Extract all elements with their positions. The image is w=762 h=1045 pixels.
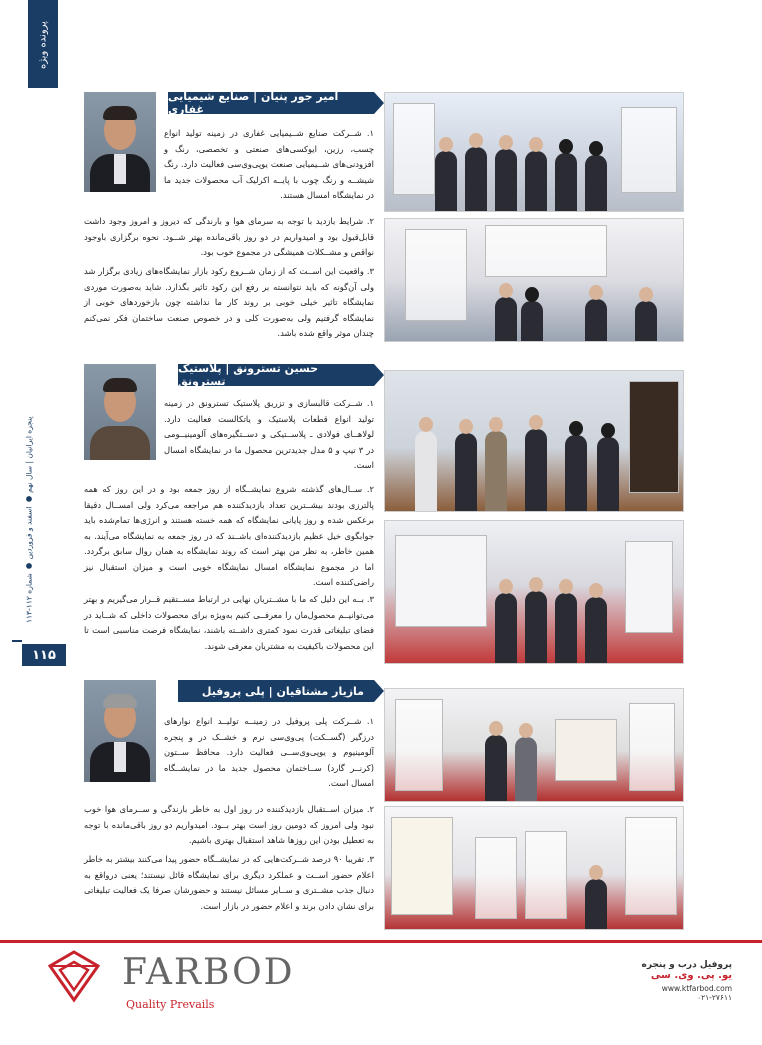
- booth-photo: [384, 370, 684, 512]
- ad-phone: ۰۲۱-۲۷۶۱۱: [697, 993, 732, 1002]
- answer-paragraph: ۲. شرایط بازدید با توجه به سرمای هوا و بارندگی که دیروز و امروز وجود داشت قابل‌قبول بود و امیدواریم در دو روز باقی‌مانده بهتر شــود. نحوه برگزاری باوجود نواقص و مشــکلات همیشگی در مجموع خوب بود.: [84, 216, 374, 257]
- answer-paragraph: ۳. واقعیت این اســت که از زمان شــروع رکود بازار نمایشگاه‌های زیادی برگزار شد ولی آن‌گونه که باید نتوانسته بر رفع این رکود تاثیر بگذارد. شاید به‌صورت موردی نمایشگاه تاثیر خیلی خوبی بر روند کار ما نداشته چون بازخوردهای خوبی از نمایشگاه گرفتیم ولی به‌صورت کلی و در خصوص صنعت ساختمان فکر نمی‌کنم چندان موثر واقع شده باشد.: [84, 266, 374, 338]
- interview-section-1: [84, 92, 682, 340]
- interviewee-portrait: [84, 92, 156, 192]
- answer-paragraph: ۱. شــرکت صنایع شــیمیایی غفاری در زمینه تولید انواع چسب، رزین، ایوکسی‌های صنعتی و تخصصی، رنگ و افزودنی‌های شــیمیایی صنعت یوپی‌وی‌سی فعالیت دارد. رنگ شیشــه و رنگ چوب با پایــه اکرلیک آب محصولات جدید ما در نمایشگاه امسال هستند.: [164, 128, 374, 200]
- page-number-rule: [12, 640, 22, 642]
- booth-photo: [384, 806, 684, 930]
- ad-contact-block: [602, 960, 732, 1002]
- booth-photo: [384, 218, 684, 342]
- footer-divider: [0, 940, 762, 943]
- answer-paragraph: ۲. ســال‌های گذشته شروع نمایشــگاه از روز جمعه بود و در این روز که همه پالترزی بودند بیشــترین تعداد بازدیدکننده هم مراجعه می‌کرد ولی امســال دقیقا برعکس شده و روز پایانی نمایشگاه که همه خسته هستند و انرژی‌ها تمام‌شده باید جوابگوی خیل عظیم بازدیدکننده‌ای باشــند که در روز جمعه به نمایشگاه می‌آیند. به همین خاطر، به نظر من بهتر است که روند نمایشگاه به همان روال سابق برگردد. اما در مجموع نمایشگاه امسال نمایشگاه خوبی است و میزان استقبال نیز راضی‌کننده است.: [84, 484, 374, 587]
- ad-product-type: یو. پی. وی. سی: [650, 970, 732, 981]
- interviewee-title: مازیار مشتاقیان | پلی پروفیل: [178, 680, 374, 702]
- ad-product-line: پروفیل درب و پنجره: [641, 960, 732, 970]
- page-number: ۱۱۵: [22, 644, 66, 666]
- answer-paragraph: ۱. شــرکت قالبسازی و تزریق پلاستیک تسترونق در زمینه تولید انواع قطعات پلاستیک و یاتکالست فعالیت دارد. لولاهــای فولادی ـ پلاســتیکی و دســتگیره‌های آلومینیــومی در ۳ تیپ و ۵ مدل جدیدترین محصول ما در نمایشگاه امسال است.: [164, 398, 375, 470]
- magazine-issue-strip: پنجره ایرانیان | سال نهم ● اسفند و فروردین ● شماره ۱۱۲-۱۱۳: [24, 416, 34, 624]
- brand-tagline: Quality Prevails: [126, 998, 215, 1011]
- answer-paragraph: ۱. شــرکت پلی پروفیل در زمینــه تولیــد انواع نوارهای درزگیر (گســکت) پی‌وی‌سی نرم و خشــک در و پنجره آلومینیوم و یوپی‌وی‌ســی فعالیت دارد. محافظ ســتون (کرنــر گارد) ســاختمان محصول جدید ما در نمایشــگاه امسال است.: [164, 716, 374, 788]
- booth-photo: [384, 520, 684, 664]
- interview-section-3: [84, 680, 682, 928]
- ad-website[interactable]: www.ktfarbod.com: [661, 984, 732, 993]
- answer-paragraph: ۳. بــه این دلیل که ما با مشــتریان نهایی در ارتباط مســتقیم قــرار می‌گیریم و بهتر می‌توانیــم محصول‌مان را معرفــی کنیم به‌ویژه برای محصولات داخلی که شــاید در فضای تبلیغاتی قدرت نمود کمتری داشــته باشند، نمایشگاه فرصت مناسبی است تا این محصولات باکیفیت به مشتریان معرفی شوند.: [84, 594, 374, 651]
- interviewee-title: حسین تسترونق | پلاستیک تسترونق: [178, 364, 374, 386]
- interviewee-portrait: [84, 364, 156, 460]
- booth-photo: [384, 688, 684, 802]
- interview-text: [84, 364, 374, 662]
- answer-paragraph: ۲. میزان اســتقبال بازدیدکننده در روز اول به خاطر بارندگی و ســرمای هوا خوب نبود ولی امروز که دومین روز است بهتر بــود. امیدواریم دو روز باقی‌مانده با توجه به تعطیل بودن این روزها شاهد استقبال بهتری باشیم.: [84, 804, 374, 845]
- photo-column: [384, 364, 682, 662]
- brand-wordmark: FARBOD: [122, 952, 295, 993]
- answer-paragraph: ۳. تقریبا ۹۰ درصد شــرکت‌هایی که در نمایشــگاه حضور پیدا می‌کنند بیشتر به خاطر اعلام حضور اســت و عملکرد دیگری برای نمایشگاه قائل نیستند؛ یعنی درواقع به دنبال جذب مشــتری و ســایر مسائل نیستند و حضورشان صرفا یک فعالیت تبلیغاتی برای نشان دادن برند و اعلام حضور در بازار است.: [84, 854, 374, 911]
- photo-column: [384, 680, 682, 928]
- interview-section-2: [84, 364, 682, 662]
- interview-text: [84, 92, 374, 340]
- photo-column: [384, 92, 682, 340]
- interview-text: [84, 680, 374, 928]
- interviewee-portrait: [84, 680, 156, 782]
- interviewee-title: امیر جور پنیان | صنایع شیمیایی غفاری: [168, 92, 374, 114]
- farbod-logo-icon: [46, 948, 102, 1004]
- section-tab-label: پرونده ویژه: [37, 21, 49, 69]
- booth-photo: [384, 92, 684, 212]
